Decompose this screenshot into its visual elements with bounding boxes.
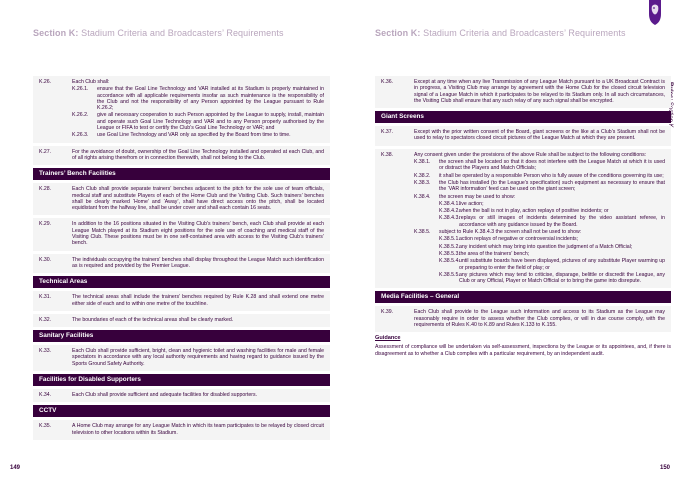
rule-number: K.29. <box>39 221 52 228</box>
rule-text: In addition to the 16 positions situated in the Visiting Club’s trainers’ bench, each Club shall provide at each League Match played at its Stadium eight positions for the sole use of coaching and medical staff of the Visiting Club. These positions must be in one self-contained area with access to the Visiting Club’s trainers’ bench. <box>72 221 324 247</box>
subrule-text: when the ball is not in play, action replays of positive incidents; or <box>459 208 609 215</box>
subrule-number: K.26.2. <box>72 112 89 119</box>
subrule-text: any pictures which may tend to criticise, disparage, belittle or discredit the League, any Club or any Official, Player or Match Official or to bring the game into disrepute. <box>459 271 665 285</box>
subrule-text: the screen shall be located so that it does not interfere with the League Match at which it is used or distract the Players and Match Officials; <box>439 159 665 172</box>
rule-number: K.26. <box>39 79 52 85</box>
rule-block-k34 <box>33 389 330 402</box>
guidance-text: Assessment of compliance will be undertaken via self-assessment, inspections by the League or its appointees, and, if there is disagreement as to whether a Club complies with a particular requirement, by an independent audit. <box>375 344 671 357</box>
rule-text: The technical areas shall include the trainers’ benches required by Rule K.28 and shall extend one metre either side of each and to within one metre of the touchline. <box>72 294 324 307</box>
subrule-number: K.38.5.2. <box>439 243 460 250</box>
rule-number: K.32. <box>39 316 52 323</box>
heading-technical-areas: Technical Areas <box>33 276 330 288</box>
rule-number: K.37. <box>381 129 394 136</box>
subrule-number: K.38.4.2. <box>439 208 460 215</box>
guidance-heading: Guidance <box>375 335 401 342</box>
rule-block-k35 <box>33 420 330 440</box>
rule-block-k36 <box>375 76 671 108</box>
heading-cctv: CCTV <box>33 405 330 417</box>
rule-number: K.36. <box>381 79 394 85</box>
subrule-text: replays or still images of incidents determined by the video assistant referee, in accordance with any guidance issued by the Board. <box>459 215 665 228</box>
rule-number: K.35. <box>39 423 52 430</box>
rule-number: K.39. <box>381 309 394 316</box>
subrule-number: K.38.4. <box>414 193 431 200</box>
rule-block-k26 <box>33 76 330 143</box>
subrule-text: any incident which may bring into question the judgment of a Match Official; <box>459 243 633 250</box>
left-section-name: Stadium Criteria and Broadcasters’ Requirements <box>78 28 284 38</box>
rule-number: K.38. <box>381 151 394 158</box>
rule-text: Each Club shall provide sufficient, bright, clean and hygienic toilet and washing facilities for male and female spectators in accordance with any local authority requirements and having regard to guidance issued by the Sports Ground Safety Authority. <box>72 348 324 367</box>
subrule-number: K.38.5.5. <box>439 271 460 278</box>
right-page-number: 150 <box>659 465 670 471</box>
rule-block-k39 <box>375 306 671 332</box>
subrule-number: K.38.4.3. <box>439 215 460 222</box>
subrule-text: the screen may be used to show: <box>439 193 516 200</box>
right-page <box>340 0 680 483</box>
rule-number: K.28. <box>39 186 52 193</box>
heading-trainers-bench: Trainers’ Bench Facilities <box>33 168 330 180</box>
rule-text: The boundaries of each of the technical areas shall be clearly marked. <box>72 316 234 323</box>
right-section-name: Stadium Criteria and Broadcasters’ Requirements <box>420 28 626 38</box>
rule-text: Each Club shall: <box>72 79 110 85</box>
rule-block-k29 <box>33 218 330 250</box>
rule-block-k38 <box>375 149 671 289</box>
subrule-text: action replays of negative or controversial incidents; <box>459 236 579 243</box>
subrule-number: K.38.5.3. <box>439 250 460 257</box>
rule-text: Except at any time when any live Transmission of any League Match pursuant to a UK Broadcast Contract is in progress, a Visiting Club may arrange by agreement with the Home Club for the closed circuit television signal of a League Match in which it participates to be relayed to its Stadium only. In all such circumstances, the Visiting Club shall ensure that any such relay of any such signal shall be encrypted. <box>414 79 665 104</box>
subrule-number: K.26.3. <box>72 132 89 139</box>
rule-text: Each Club shall provide sufficient and adequate facilities for disabled supporters. <box>72 392 258 399</box>
rule-text: Each Club shall provide separate trainers’ benches adjacent to the pitch for the sole use of team officials, medical staff and substitute Players of each of the Home Club and the Visiting Club. Such trainers’ benches shall be clearly marked ‘Home’ and ‘Away’, shall have direct access onto the pitch, shall be located equidistant from the halfway line, shall be under cover and shall each contain 16 seats. <box>72 186 324 212</box>
subrule-text: the area of the trainers’ bench; <box>459 250 530 257</box>
heading-disabled: Facilities for Disabled Supporters <box>33 374 330 386</box>
rule-number: K.33. <box>39 348 52 355</box>
subrule-text: ensure that the Goal Line Technology and VAR installed at its Stadium is properly maintained in accordance with all applicable requirements insofar as such maintenance is the responsibility of the Club and not the responsibility of any Person appointed by the League pursuant to Rule K.26.2; <box>97 86 324 112</box>
heading-media-facilities: Media Facilities – General <box>375 291 671 303</box>
rule-text: For the avoidance of doubt, ownership of the Goal Line Technology installed and operated at each Club, and of all rights arising therefrom or in connection therewith, shall not belong to the Club. <box>72 148 324 161</box>
heading-giant-screens: Giant Screens <box>375 111 671 123</box>
rule-number: K.27. <box>39 148 52 155</box>
rule-block-k31 <box>33 291 330 311</box>
subrule-number: K.38.5. <box>414 229 431 236</box>
rule-number: K.30. <box>39 256 52 263</box>
subrule-number: K.38.2. <box>414 172 431 179</box>
rule-block-k30 <box>33 254 330 274</box>
subrule-number: K.38.5.1. <box>439 236 460 243</box>
rule-text: The individuals occupying the trainers’ benches shall display throughout the League Match such identification as is required and provided by the Premier League. <box>72 256 324 269</box>
subrule-number: K.38.1. <box>414 159 431 166</box>
rule-text: Except with the prior written consent of the Board, giant screens or the like at a Club’s Stadium shall not be used to relay to spectators closed circuit pictures of the League Match at which they are present. <box>414 129 665 142</box>
subrule-text: until substitute boards have been displayed, pictures of any substitute Player warming up or preparing to enter the field of play; or <box>459 258 665 271</box>
subrule-number: K.38.4.1. <box>439 200 460 207</box>
subrule-text: give all necessary cooperation to such Person appointed by the League to supply, install, maintain and operate such Goal Line Technology and VAR and to any Person properly authorised by the League or FIFA to test or certify the Club’s Goal Line Technology or VAR; and <box>97 112 324 132</box>
subrule-text: it shall be operated by a responsible Person who is fully aware of the conditions governing its use; <box>439 172 664 179</box>
left-section-prefix: Section K: <box>33 28 79 38</box>
subrule-text: subject to Rule K.38.4.3 the screen shall not be used to show: <box>439 229 582 236</box>
subrule-text: the Club has installed (to the League’s specification) such equipment as necessary to ensure that the ‘VAR information’ feed can be used on the giant screen; <box>439 179 665 193</box>
rule-text: Any consent given under the provisions of the above Rule shall be subject to the following conditions: <box>414 151 647 158</box>
subrule-text: live action; <box>459 200 484 207</box>
rule-block-k33 <box>33 345 330 371</box>
rule-block-k27 <box>33 146 330 166</box>
left-section-title <box>33 28 284 38</box>
right-content <box>375 76 671 357</box>
rule-block-k28 <box>33 183 330 215</box>
rule-number: K.31. <box>39 294 52 301</box>
rule-block-k37 <box>375 126 671 146</box>
subrule-number: K.38.3. <box>414 179 431 186</box>
rule-block-k32 <box>33 314 330 327</box>
rule-text: Each Club shall provide to the League such information and access to its Stadium as the League may reasonably require in order to assess whether the Club complies, or will in due course comply, with the requirements of Rules K.40 to K.89 and Rules K.133 to K.155. <box>414 309 665 329</box>
rule-number: K.34. <box>39 392 52 399</box>
premier-league-lion-logo-icon <box>645 0 665 26</box>
right-section-title <box>375 28 626 38</box>
right-section-prefix: Section K: <box>375 28 421 38</box>
left-content <box>33 76 330 443</box>
subrule-number: K.38.5.4. <box>439 258 460 265</box>
rule-text: A Home Club may arrange for any League Match in which its team participates to be relayed by closed circuit television to other locations within its Stadium. <box>72 423 324 436</box>
left-page-number: 149 <box>10 465 21 471</box>
subrule-number: K.26.1. <box>72 86 89 93</box>
subrule-text: use Goal Line Technology and VAR only as specified by the Board from time to time. <box>97 132 291 139</box>
heading-sanitary: Sanitary Facilities <box>33 330 330 342</box>
